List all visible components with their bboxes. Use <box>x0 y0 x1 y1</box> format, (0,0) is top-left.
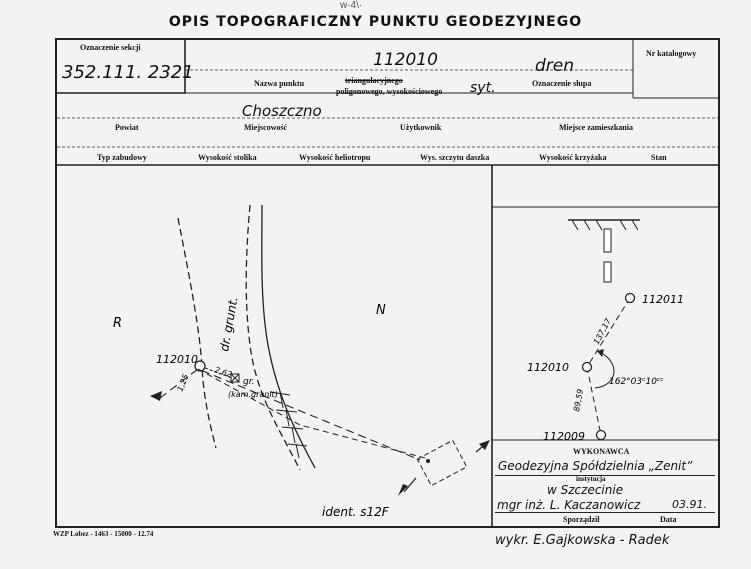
label-stan: Stan <box>651 153 667 162</box>
sketch-point-mid: 112010 <box>527 361 569 374</box>
sketch-distance-bottom: 89,59 <box>572 388 585 413</box>
section-label: Oznaczenie sekcji <box>80 43 141 52</box>
ident-label: ident. s12F <box>322 505 389 519</box>
top-handwritten-mark: w·4\· <box>340 0 363 11</box>
label-wysokosc-stolika: Wysokość stolika <box>198 153 257 162</box>
label-miejsce-zamieszkania: Miejsce zamieszkania <box>559 123 633 132</box>
label-miejscowosc: Miejscowość <box>244 123 288 132</box>
contractor-date: 03.91. <box>672 498 707 511</box>
point-112009-marker <box>597 431 606 440</box>
ditch-label: dr. grunt. <box>217 295 241 353</box>
map-distance-1: 2,62 <box>213 365 234 380</box>
point-112011-marker <box>626 294 635 303</box>
contractor-name: Geodezyjna Spółdzielnia „Zenit” <box>498 459 693 473</box>
point-name-label: Nazwa punktu <box>254 79 305 88</box>
stone-label-line2: (kam.granit) <box>228 390 278 399</box>
sketch-point-top: 112011 <box>642 293 684 306</box>
point-type-line2: poligonowego, wysokościowego <box>336 87 443 96</box>
print-info: WZP Lobez - 1463 - 15000 - 12.74 <box>53 530 154 538</box>
post-value: dren <box>535 56 575 76</box>
lower-marker-post <box>604 262 611 282</box>
label-wys-szczytu-daszka: Wys. szczytu daszka <box>420 153 490 162</box>
section-value: 352.111. 2321 <box>62 62 194 83</box>
stone-label-line1: gr. <box>243 377 255 387</box>
label-wysokosc-heliotropu: Wysokość heliotropu <box>299 153 371 162</box>
catalog-label: Nr katalogowy <box>646 49 697 58</box>
contractor-surveyor: mgr inż. L. Kaczanowicz <box>497 498 641 512</box>
label-typ-zabudowy: Typ zabudowy <box>97 153 147 162</box>
point-112010-sketch-marker <box>583 363 592 372</box>
label-uzytkownik: Użytkownik <box>400 123 442 132</box>
label-drawn-by: Sporządził <box>563 515 600 524</box>
point-type-struck: triangulacyjnego <box>345 76 403 85</box>
upper-marker-post <box>604 229 611 252</box>
sketch-distance-top: 137,17 <box>591 316 613 346</box>
sketch-point-bottom: 112009 <box>543 430 585 443</box>
form-title: OPIS TOPOGRAFICZNY PUNKTU GEODEZYJNEGO <box>168 14 583 30</box>
map-letter-n: N <box>376 303 386 318</box>
author-signature: wykr. E.Gajkowska - Radek <box>495 533 670 548</box>
label-date: Data <box>660 515 677 524</box>
map-point-label: 112010 <box>156 353 198 366</box>
contractor-header: WYKONAWCA <box>573 447 630 456</box>
label-powiat: Powiat <box>115 123 139 132</box>
contractor-city: w Szczecinie <box>547 483 624 497</box>
institution-label: instytucja <box>576 475 606 483</box>
post-label: Oznaczenie słupa <box>532 79 592 88</box>
point-name-value: 112010 <box>373 50 438 70</box>
sketch-angle: 162°03ᶜ10ᶜᶜ <box>609 377 664 387</box>
point-type-handwritten: syt. <box>470 80 496 96</box>
map-letter-r: R <box>113 316 123 331</box>
place-value: Choszczno <box>242 102 322 120</box>
label-wysokosc-krzyzaka: Wysokość krzyżaka <box>539 153 607 162</box>
map-distance-2: 1,25 <box>175 372 191 393</box>
